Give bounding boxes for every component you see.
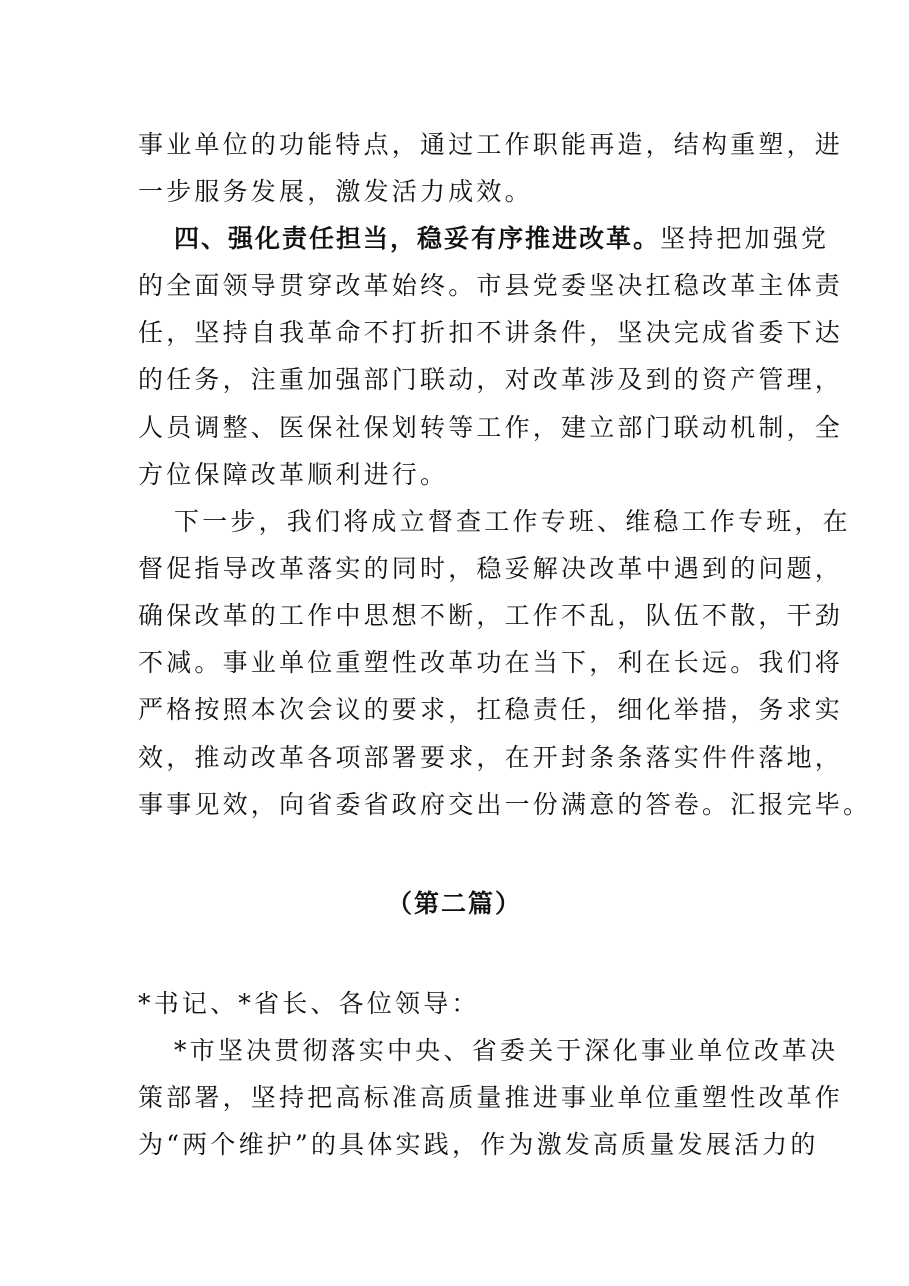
salutation: *书记、*省长、各位领导：	[138, 989, 480, 1018]
paragraph-line: 效，推动改革各项部署要求，在开封条条落实件件落地，	[138, 743, 844, 772]
paragraph-line: 任，坚持自我革命不打折扣不讲条件，坚决完成省委下达	[138, 318, 844, 347]
paragraph-line: 人员调整、医保社保划转等工作，建立部门联动机制，全	[138, 413, 844, 442]
paragraph-line: *市坚决贯彻落实中央、省委关于深化事业单位改革决	[174, 1036, 839, 1065]
paragraph-text: 坚持把加强党	[660, 224, 830, 253]
paragraph-line: 事事见效，向省委省政府交出一份满意的答卷。汇报完毕。	[138, 790, 872, 819]
paragraph-line: 的任务，注重加强部门联动，对改革涉及到的资产管理，	[138, 365, 844, 394]
paragraph-line: 不减。事业单位重塑性改革功在当下，利在长远。我们将	[138, 648, 844, 677]
paragraph-line	[174, 219, 830, 259]
paragraph-line: 下一步，我们将成立督查工作专班、维稳工作专班，在	[174, 507, 851, 536]
paragraph-line: 确保改革的工作中思想不断，工作不乱，队伍不散，干劲	[138, 601, 844, 630]
paragraph-line: 督促指导改革落实的同时，稳妥解决改革中遇到的问题，	[138, 554, 844, 583]
paragraph-line: 方位保障改革顺利进行。	[138, 460, 449, 489]
paragraph-line: 一步服务发展，激发活力成效。	[138, 177, 533, 206]
paragraph-line: 事业单位的功能特点，通过工作职能再造，结构重塑，进	[138, 130, 844, 159]
paragraph-line: 策部署，坚持把高标准高质量推进事业单位重塑性改革作	[138, 1083, 844, 1112]
paragraph-line: 的全面领导贯穿改革始终。市县党委坚决扛稳改革主体责	[138, 271, 844, 300]
section-two-heading: （第二篇）	[386, 889, 522, 918]
paragraph-line: 为“两个维护”的具体实践，作为激发高质量发展活力的	[138, 1130, 819, 1159]
paragraph-line: 严格按照本次会议的要求，扛稳责任，细化举措，务求实	[138, 695, 844, 724]
section-heading-four: 四、强化责任担当，稳妥有序推进改革。	[174, 224, 661, 253]
